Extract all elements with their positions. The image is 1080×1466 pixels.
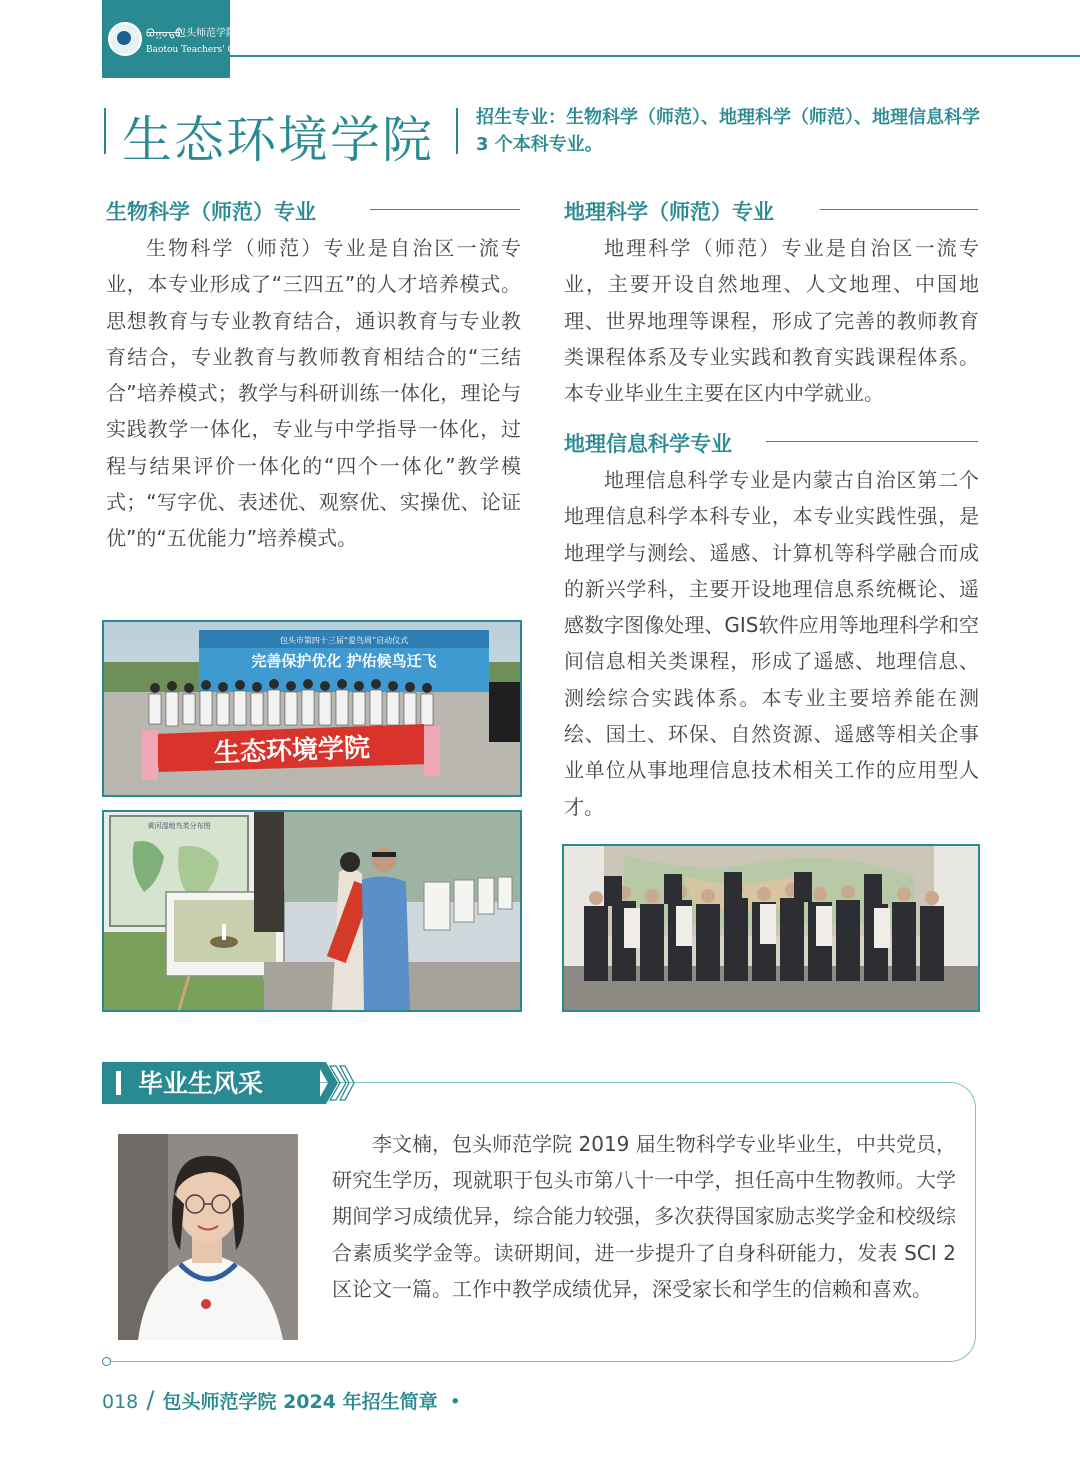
group-photo-illustration: [104, 622, 520, 795]
footer-dot: [102, 1357, 111, 1366]
geography-heading-rule: [820, 209, 978, 210]
logo-mongolian-text: ᠪᠤᠭᠤᠲᠤ: [146, 27, 183, 40]
college-emblem-icon: [117, 31, 131, 45]
page-subtitle: 招生专业：生物科学（师范）、地理科学（师范）、地理信息科学 3 个本科专业。: [476, 107, 980, 155]
page-title: 生态环境学院: [122, 111, 434, 169]
event-slogan: 完善保护优化 护佑候鸟迁飞: [251, 652, 437, 670]
exhibition-photo-illustration: [104, 812, 520, 1010]
footer: [102, 1386, 461, 1414]
chevron-right-icon: [316, 1062, 356, 1104]
title-left-bar: [104, 108, 106, 154]
graduate-heading: 毕业生风采: [138, 1069, 264, 1098]
footer-slash: /: [146, 1386, 155, 1414]
title-divider: [456, 108, 458, 154]
biology-heading: 生物科学（师范）专业: [106, 200, 316, 224]
geography-heading: 地理科学（师范）专业: [564, 200, 774, 224]
group-banner-text: 生态环境学院: [213, 733, 371, 769]
gis-heading: 地理信息科学专业: [564, 432, 732, 456]
logo-english-text: Baotou Teachers' College: [146, 45, 262, 55]
exhibition-photo: [102, 810, 522, 1012]
biology-body: 生物科学（师范）专业是自治区一流专业，本专业形成了“三四五”的人才培养模式。思想教育与专业教育结合，通识教育与专业教育结合，专业教育与教师教育相结合的“三结合”培养模式；教学与科研训练一体化，理论与实践教学一体化，专业与中学指导一体化，过程与结果评价一体化的“四个一体化”教学模式；“写字优、表述优、观察优、实操优、论证优”的“五优能力”培养模式。: [106, 236, 521, 551]
graduate-profile: 李文楠，包头师范学院 2019 届生物科学专业毕业生，中共党员，研究生学历，现就职于包头市第八十一中学，担任高中生物教师。大学期间学习成绩优异，综合能力较强，多次获得国家励志奖学金和校级综合素质奖学金等。读研期间，进一步提升了自身科研能力，发表 SCI 2 区论文一篇。工作中教学成绩优异，深受家长和学生的信赖和喜欢。: [332, 1132, 956, 1301]
page-number: 018: [102, 1391, 139, 1413]
graduate-heading-bar: [116, 1071, 121, 1095]
footer-bullet: •: [449, 1391, 461, 1413]
publication-title: 包头师范学院 2024 年招生简章: [162, 1391, 438, 1413]
gis-heading-rule: [766, 441, 978, 442]
group-photo-geography: [562, 844, 980, 1012]
group-photo-biology: [102, 620, 522, 797]
geography-body: 地理科学（师范）专业是自治区一流专业，主要开设自然地理、人文地理、中国地理、世界地理等课程，形成了完善的教师教育类课程体系及专业实践和教育实践课程体系。本专业毕业生主要在区内中学就业。: [564, 236, 979, 406]
biology-heading-rule: [370, 209, 520, 210]
header-rule: [230, 55, 1080, 57]
event-banner-text: 包头市第四十三届“爱鸟周”启动仪式: [279, 636, 409, 645]
graduate-portrait-illustration: [118, 1134, 298, 1340]
geography-photo-illustration: [564, 846, 978, 1010]
logo-chinese-text: 包头师范学院: [176, 28, 236, 39]
graduate-portrait: [118, 1134, 298, 1340]
map-panel-title: 黄河湿地鸟类分布图: [147, 822, 211, 830]
gis-body: 地理信息科学专业是内蒙古自治区第二个地理信息科学本科专业，本专业实践性强，是地理学与测绘、遥感、计算机等科学融合而成的新兴学科，主要开设地理信息系统概论、遥感数字图像处理、GIS软件应用等地理科学和空间信息相关类课程，形成了遥感、地理信息、测绘综合实践体系。本专业主要培养能在测绘、国土、环保、自然资源、遥感等相关企事业单位从事地理信息技术相关工作的应用型人才。: [564, 468, 979, 819]
